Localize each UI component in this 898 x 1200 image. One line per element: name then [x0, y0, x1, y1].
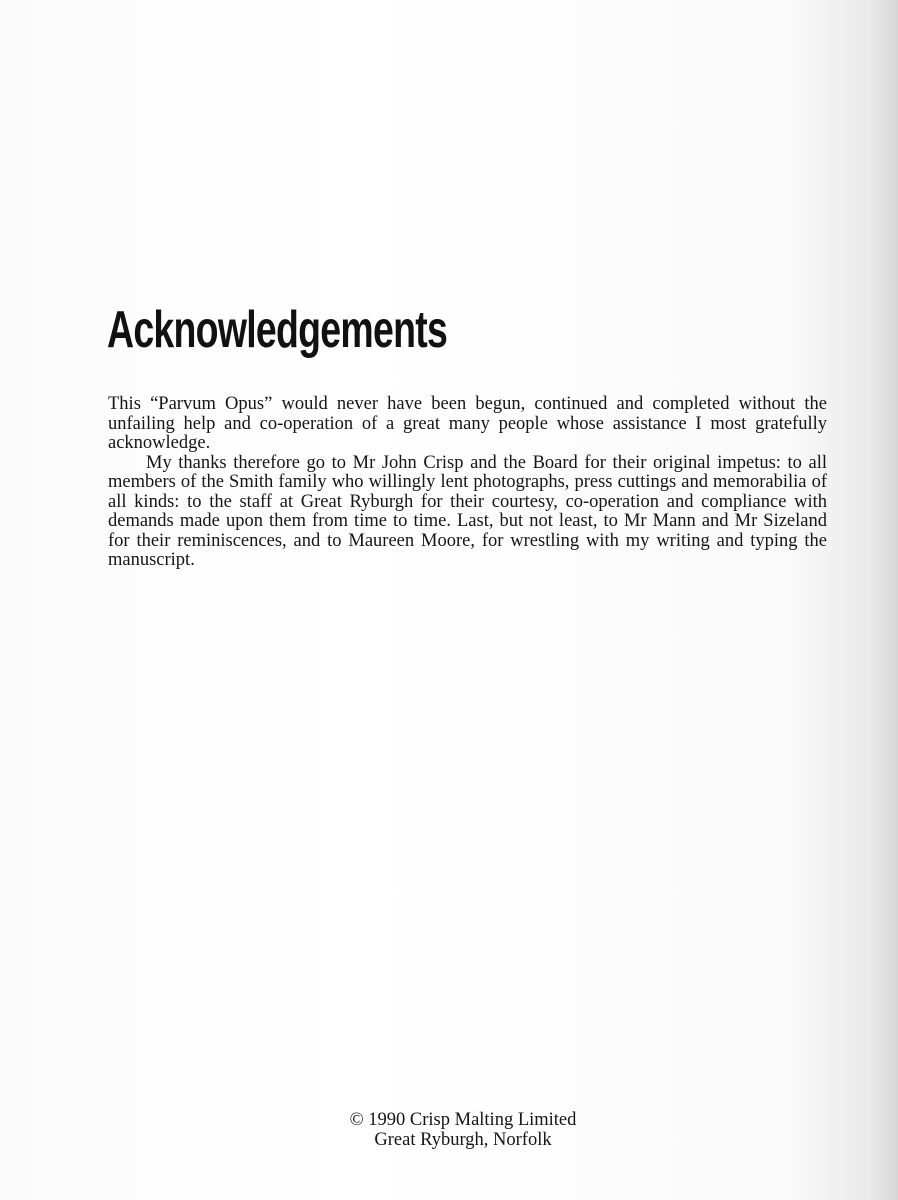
- copyright-line: © 1990 Crisp Malting Limited: [349, 1110, 577, 1130]
- copyright-footer: [300, 1110, 626, 1150]
- location-line: Great Ryburgh, Norfolk: [374, 1130, 552, 1150]
- page-title: Acknowledgements: [107, 301, 448, 359]
- paragraph-intro: This “Parvum Opus” would never have been begun, continued and completed without the unfailing help and co-operation of a great many people whose assistance I most gratefully acknowledge.: [108, 394, 827, 453]
- paragraph-thanks: My thanks therefore go to Mr John Crisp and the Board for their original impetus: to all members of the Smith family who willingly lent photographs, press cuttings and memorabilia of all kinds: to the staff at Great Ryburgh for their courtesy, co-operation and compliance with demands made upon them from time to time. Last, but not least, to Mr Mann and Mr Sizeland for their reminiscences, and to Maureen Moore, for wrestling with my writing and typing the manuscript.: [108, 452, 827, 570]
- acknowledgement-body: [108, 395, 827, 571]
